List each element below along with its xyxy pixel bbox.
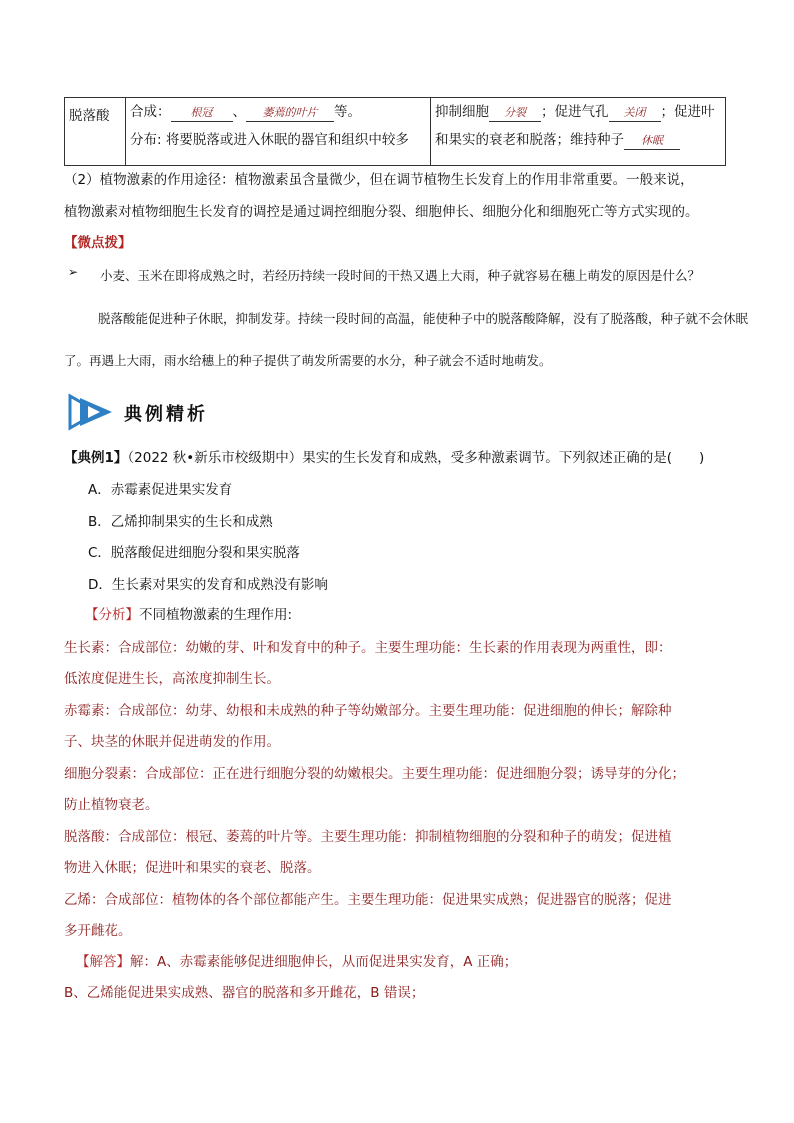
- function-line-2: 和果实的衰老和脱落；维持种子 休眠: [431, 126, 725, 154]
- analysis-line: 生长素：合成部位：幼嫩的芽、叶和发育中的种子。主要生理功能：生长素的作用表现为两重性，即：: [64, 640, 672, 656]
- function-cell: [431, 98, 726, 166]
- table-row-label: 脱落酸: [65, 98, 126, 166]
- tip-title: 【微点拨】: [64, 235, 132, 251]
- synthesis-cell: [126, 98, 431, 166]
- option-b: B．乙烯抑制果实的生长和成熟: [88, 514, 273, 530]
- synthesis-line: 合成： 根冠 、 萎蔫的叶片 等。: [130, 104, 361, 120]
- tip-answer-line-2: 了。再遇上大雨，雨水给穗上的种子提供了萌发所需要的水分，种子就会不适时地萌发。: [64, 353, 552, 368]
- hormone-table: [64, 97, 726, 166]
- answer-line-2: B、乙烯能促进果实成熟、器官的脱落和多开雌花，B 错误；: [64, 985, 425, 1001]
- blank-5: 休眠: [624, 133, 680, 150]
- bullet-icon: ➢: [68, 265, 79, 279]
- blank-2: 萎蔫的叶片: [246, 105, 334, 122]
- blank-3: 分裂: [489, 105, 541, 122]
- blank-1: 根冠: [171, 105, 233, 122]
- answer-line-1: 【解答】解：A、赤霉素能够促进细胞伸长，从而促进果实发育，A 正确；: [76, 954, 518, 970]
- analysis-header: [85, 603, 292, 623]
- tip-question: 小麦、玉米在即将成熟之时，若经历持续一段时间的干热又遇上大雨，种子就容易在穗上萌发的原因是什么？: [100, 268, 701, 283]
- analysis-label: 【分析】: [85, 607, 139, 623]
- analysis-line: 赤霉素：合成部位：幼芽、幼根和未成熟的种子等幼嫩部分。主要生理功能：促进细胞的伸长；解除种: [64, 703, 672, 719]
- option-a: A．赤霉素促进果实发育: [88, 482, 233, 498]
- distribution-line: 分布: 将要脱落或进入休眠的器官和组织中较多: [130, 132, 409, 148]
- analysis-line: 脱落酸：合成部位：根冠、萎蔫的叶片等。主要生理功能：抑制植物细胞的分裂和种子的萌发；促进植: [64, 829, 672, 845]
- analysis-line: 细胞分裂素：合成部位：正在进行细胞分裂的幼嫩根尖。主要生理功能：促进细胞分裂；诱导芽的分化；: [64, 766, 685, 782]
- section-heading: 典例精析: [124, 404, 208, 425]
- option-c: C．脱落酸促进细胞分裂和果实脱落: [88, 545, 300, 561]
- function-line-1: 抑制细胞 分裂 ；促进气孔 关闭 ；促进叶: [435, 104, 715, 120]
- play-arrow-icon: [68, 392, 118, 432]
- analysis-line: 物进入休眠；促进叶和果实的衰老、脱落。: [64, 860, 321, 876]
- section2-line-1: （2）植物激素的作用途径：植物激素虽含量微少，但在调节植物生长发育上的作用非常重要。一般来说，: [64, 172, 694, 188]
- analysis-line: 乙烯：合成部位：植物体的各个部位都能产生。主要生理功能：促进果实成熟；促进器官的脱落；促进: [64, 892, 672, 908]
- analysis-line: 子、块茎的休眠并促进萌发的作用。: [64, 734, 280, 750]
- analysis-line: 防止植物衰老。: [64, 797, 159, 813]
- example-stem: [64, 446, 704, 466]
- analysis-intro: 不同植物激素的生理作用:: [139, 607, 293, 623]
- answer-label: 【解答】: [76, 954, 130, 970]
- blank-4: 关闭: [609, 105, 661, 122]
- option-d: D．生长素对果实的发育和成熟没有影响: [88, 577, 328, 593]
- example-label: 【典例1】: [64, 450, 128, 466]
- tip-answer-line-1: 脱落酸能促进种子休眠，抑制发芽。持续一段时间的高温，能使种子中的脱落酸降解，没有了脱落酸，种子就不会休眠: [98, 311, 749, 326]
- analysis-line: 多开雌花。: [64, 923, 132, 939]
- example-stem-text: （2022 秋•新乐市校级期中）果实的生长发育和成熟，受多种激素调节。下列叙述正确的是( ): [127, 450, 705, 466]
- section2-line-2: 植物激素对植物细胞生长发育的调控是通过调控细胞分裂、细胞伸长、细胞分化和细胞死亡等方式实现的。: [64, 204, 699, 220]
- analysis-line: 低浓度促进生长，高浓度抑制生长。: [64, 671, 280, 687]
